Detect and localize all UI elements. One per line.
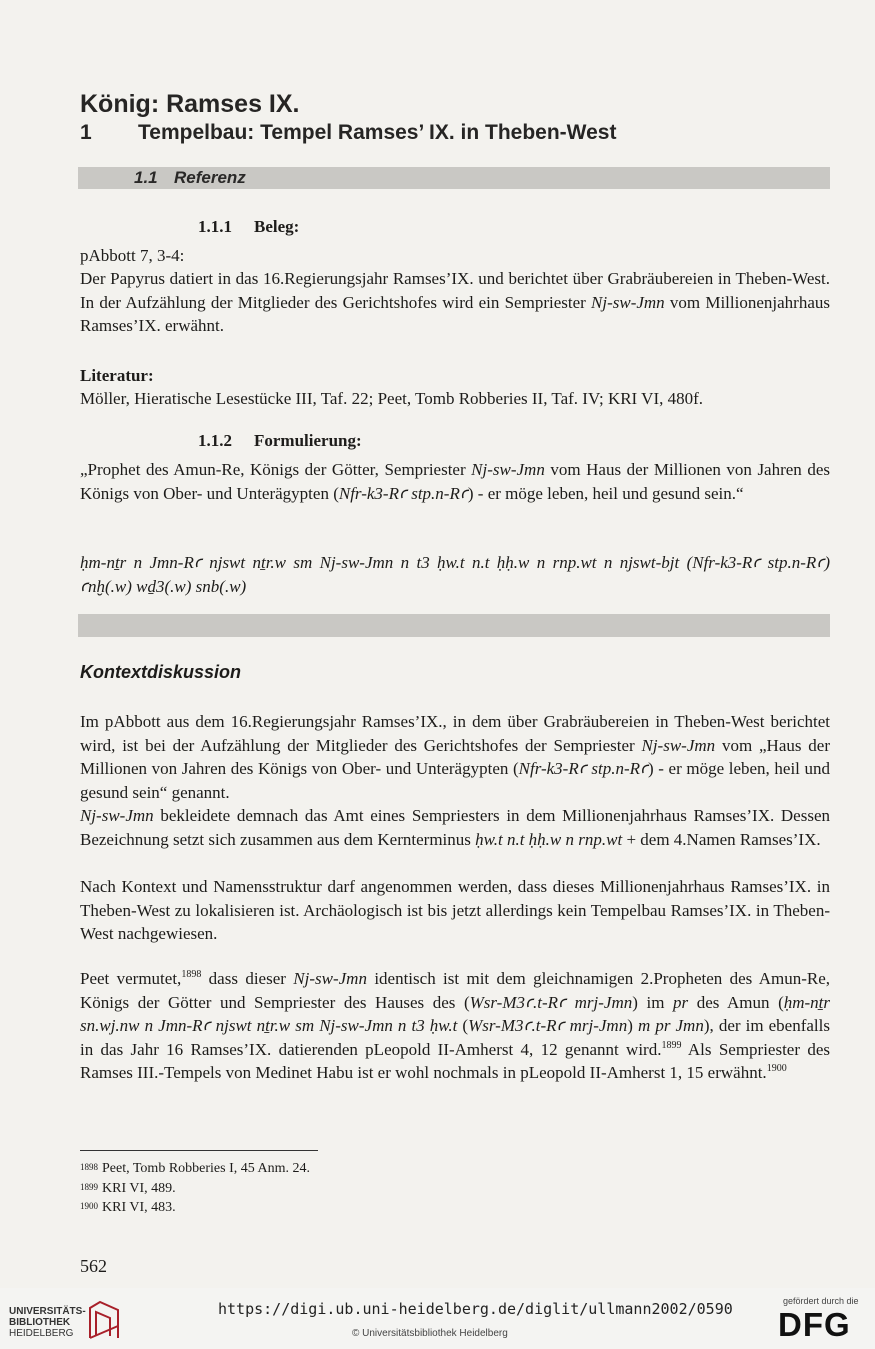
p4-g: ) [627, 1016, 638, 1035]
document-url-link[interactable]: https://digi.ub.uni-heidelberg.de/diglit/ullmann2002/0590 [218, 1300, 733, 1318]
beleg-text-b: vom Millionenjahrhaus Ramses’IX. erwähnt. [80, 292, 830, 335]
reference-label: Referenz [174, 168, 246, 187]
footnote-ref-1899[interactable]: 1899 [661, 1039, 682, 1051]
p4-h: ), der im ebenfalls in das Jahr 16 Ramses’IX. datierenden pLeopold II-Amherst 4, 12 genannt wird. [80, 1016, 830, 1059]
library-line-3: HEIDELBERG [9, 1328, 74, 1339]
footnote-rule [80, 1150, 318, 1151]
literature-text: Möller, Hieratische Lesestücke III, Taf. 22; Peet, Tomb Robberies II, Taf. IV; KRI VI, 480f. [80, 389, 704, 408]
literature-label: Literatur: [80, 366, 154, 385]
footnote-number: 1898 [80, 1162, 98, 1172]
p4-i3: ḥm-nṯr sn.wj.nw n Jmn-Rꜥ njswt nṯr.w sm Nj-sw-Jmn n t3 ḥw.t [80, 992, 831, 1035]
p4-f: ( [457, 1016, 469, 1035]
beleg-name: Nj-sw-Jmn [591, 292, 665, 312]
p4-i1: Wsr-M3ꜥ.t-Rꜥ mrj-Jmn [469, 992, 633, 1012]
kontext-paragraph-4 [80, 967, 830, 1085]
footnote-text: KRI VI, 489. [102, 1181, 176, 1196]
beleg-source: pAbbott 7, 3-4: [80, 246, 185, 265]
beleg-heading [198, 217, 299, 237]
dfg-caption: gefördert durch die [783, 1296, 859, 1306]
p4-c: identisch ist mit dem gleichnamigen 2.Propheten des Amun-Re, Königs der Götter und Sempriester des Hauses des ( [80, 969, 830, 1012]
kontext-paragraph-2 [80, 804, 830, 851]
p4-name: Nj-sw-Jmn [293, 969, 367, 988]
viewer-footer [0, 1288, 875, 1349]
form-c: ) - er möge leben, heil und gesund sein.“ [467, 483, 744, 503]
king-heading: König: Ramses IX. [80, 90, 300, 118]
kontext-paragraph-1 [80, 710, 830, 804]
beleg-number: 1.1.1 [198, 217, 232, 236]
p2-b: + dem 4.Namen Ramses’IX. [622, 829, 821, 849]
p2-term: ḥw.t n.t ḥḥ.w n rnp.wt [475, 829, 623, 849]
divider-bar [78, 614, 830, 637]
p4-i5: m pr Jmn [637, 1016, 704, 1035]
form-a: „Prophet des Amun-Re, Königs der Götter, Sempriester [80, 460, 472, 479]
section-number: 1 [80, 121, 92, 144]
p4-i4: Wsr-M3ꜥ.t-Rꜥ mrj-Jmn [468, 1016, 628, 1035]
formulierung-number: 1.1.2 [198, 431, 232, 450]
footnote-text: KRI VI, 483. [102, 1200, 176, 1215]
section-title: Tempelbau: Tempel Ramses’ IX. in Theben-West [138, 121, 617, 144]
p4-i: Als Sempriester des Ramses III.-Tempels von Medinet Habu ist er wohl nochmals in pLeopold II-Amherst 1, 15 erwähnt. [80, 1039, 830, 1082]
section-heading [80, 121, 616, 145]
footnote-1900 [80, 1199, 176, 1217]
p4-d: ) im [632, 992, 673, 1012]
formulierung-text [80, 458, 830, 505]
p2-name: Nj-sw-Jmn [80, 806, 154, 825]
formulierung-heading [198, 431, 362, 451]
dfg-logo[interactable]: DFG [778, 1306, 851, 1343]
reference-bar [78, 167, 830, 189]
form-b: vom Haus der Millionen von Jahren des Königs von Ober- und Unterägypten ( [80, 460, 830, 503]
footnote-1899 [80, 1180, 176, 1198]
kontext-paragraph-3: Nach Kontext und Namensstruktur darf angenommen werden, dass dieses Millionenjahrhaus Ramses’IX. in Theben-West zu lokalisieren ist. Archäologisch ist bis jetzt allerdings kein Tempelbau Ramses’IX. in Theben-West nachgewiesen. [80, 877, 830, 943]
library-emblem-icon [86, 1298, 122, 1342]
p1-c: ) - er möge leben, heil und gesund sein“ genannt. [80, 759, 831, 802]
library-logo-text [9, 1306, 86, 1339]
p1-a: Im pAbbott aus dem 16.Regierungsjahr Ramses’IX., in dem über Grabräubereien in Theben-West berichtet wird, ist bei der Aufzählung der Mitglieder des Gerichtshofes der Sempriester [80, 712, 830, 755]
library-line-2: BIBLIOTHEK [9, 1317, 71, 1328]
p4-a: Peet vermutet, [80, 969, 182, 988]
p4-b: dass dieser [201, 969, 294, 988]
footnote-text: Peet, Tomb Robberies I, 45 Anm. 24. [102, 1161, 310, 1176]
copyright-text: © Universitätsbibliothek Heidelberg [352, 1328, 508, 1339]
beleg-text-a: Der Papyrus datiert in das 16.Regierungsjahr Ramses’IX. und berichtet über Grabräubereien in Theben-West. In der Aufzählung der Mitglieder des Gerichtshofes wird ein Sempriester [80, 269, 830, 312]
beleg-text [80, 267, 830, 338]
p1-b: vom „Haus der Millionen von Jahren des Königs von Ober- und Unterägypten ( [80, 735, 830, 778]
page-number: 562 [80, 1256, 107, 1276]
p4-e: des Amun ( [688, 992, 784, 1012]
footnote-ref-1898[interactable]: 1898 [181, 969, 202, 980]
p1-cartouche: Nfr-k3-Rꜥ stp.n-Rꜥ [518, 759, 649, 778]
library-line-1: UNIVERSITÄTS- [9, 1306, 86, 1317]
reference-heading [134, 168, 246, 188]
p2-a: bekleidete demnach das Amt eines Sempriesters in dem Millionenjahrhaus Ramses’IX. Dessen Bezeichnung setzt sich zusammen aus dem Kernterminus [80, 806, 830, 849]
footnote-1898 [80, 1160, 310, 1178]
form-name: Nj-sw-Jmn [471, 460, 545, 479]
footnote-number: 1899 [80, 1182, 98, 1192]
transliteration: ḥm-nṯr n Jmn-Rꜥ njswt nṯr.w sm Nj-sw-Jmn n t3 ḥw.t n.t ḥḥ.w n rnp.wt n njswt-bjt (Nfr-k3-Rꜥ stp.n-Rꜥ) ꜥnḫ(.w) wḏ3(.w) snb(.w) [80, 553, 830, 596]
p1-name: Nj-sw-Jmn [641, 735, 716, 755]
reference-number: 1.1 [134, 168, 158, 187]
form-cartouche: Nfr-k3-Rꜥ stp.n-Rꜥ [338, 483, 468, 503]
footnote-ref-1900[interactable]: 1900 [766, 1063, 787, 1074]
formulierung-label: Formulierung: [254, 431, 362, 450]
p4-i2: pr [673, 992, 689, 1012]
beleg-label: Beleg: [254, 217, 300, 236]
kontext-heading: Kontextdiskussion [80, 662, 242, 682]
footnote-number: 1900 [80, 1201, 98, 1211]
